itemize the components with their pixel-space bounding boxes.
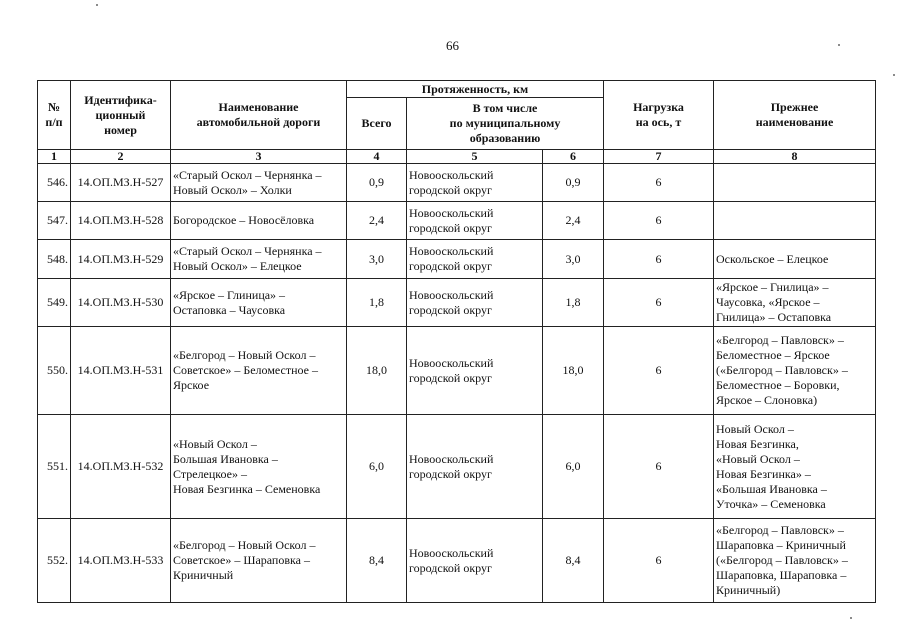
municipality: Новооскольский городской округ <box>407 164 543 202</box>
header-total: Всего <box>347 98 407 150</box>
municipality: Новооскольский городской округ <box>407 240 543 279</box>
header-num: № п/п <box>38 81 71 150</box>
road-name: «Белгород – Новый Оскол – Советское» – Беломестное – Ярское <box>171 327 347 415</box>
axle-load: 6 <box>604 327 714 415</box>
column-number: 8 <box>714 150 876 164</box>
row-number: 552. <box>38 519 71 603</box>
road-id: 14.ОП.МЗ.Н-530 <box>71 279 171 327</box>
total-length: 6,0 <box>347 415 407 519</box>
municipality: Новооскольский городской округ <box>407 279 543 327</box>
table-row <box>38 240 876 279</box>
header-former: Прежнее наименование <box>714 81 876 150</box>
table-row <box>38 415 876 519</box>
row-number: 550. <box>38 327 71 415</box>
axle-load: 6 <box>604 202 714 240</box>
former-name <box>714 164 876 202</box>
municipal-length: 3,0 <box>543 240 604 279</box>
municipal-length: 2,4 <box>543 202 604 240</box>
former-name <box>714 202 876 240</box>
scan-speck <box>838 44 840 46</box>
road-id: 14.ОП.МЗ.Н-532 <box>71 415 171 519</box>
row-number: 548. <box>38 240 71 279</box>
axle-load: 6 <box>604 279 714 327</box>
column-number: 1 <box>38 150 71 164</box>
header-id: Идентифика- ционный номер <box>71 81 171 150</box>
former-name: «Белгород – Павловск» – Беломестное – Ярское («Белгород – Павловск» – Беломестное – Боровки, Ярское – Слоновка) <box>714 327 876 415</box>
table-row <box>38 327 876 415</box>
former-name: Новый Оскол – Новая Безгинка, «Новый Оскол – Новая Безгинка» – «Большая Ивановка – Уточка» – Семеновка <box>714 415 876 519</box>
scan-speck <box>96 4 98 6</box>
table-row <box>38 519 876 603</box>
road-name: «Старый Оскол – Чернянка – Новый Оскол» – Елецкое <box>171 240 347 279</box>
municipal-length: 18,0 <box>543 327 604 415</box>
column-number: 7 <box>604 150 714 164</box>
table-body <box>38 164 876 603</box>
former-name: Оскольское – Елецкое <box>714 240 876 279</box>
municipal-length: 1,8 <box>543 279 604 327</box>
table-row <box>38 164 876 202</box>
road-name: «Старый Оскол – Чернянка – Новый Оскол» – Холки <box>171 164 347 202</box>
total-length: 1,8 <box>347 279 407 327</box>
road-id: 14.ОП.МЗ.Н-531 <box>71 327 171 415</box>
table-row <box>38 202 876 240</box>
row-number: 547. <box>38 202 71 240</box>
municipal-length: 8,4 <box>543 519 604 603</box>
header-length: Протяженность, км <box>347 81 604 98</box>
axle-load: 6 <box>604 240 714 279</box>
roads-table <box>37 80 876 603</box>
total-length: 0,9 <box>347 164 407 202</box>
road-id: 14.ОП.МЗ.Н-527 <box>71 164 171 202</box>
header-axle: Нагрузка на ось, т <box>604 81 714 150</box>
municipality: Новооскольский городской округ <box>407 415 543 519</box>
row-number: 551. <box>38 415 71 519</box>
total-length: 8,4 <box>347 519 407 603</box>
municipality: Новооскольский городской округ <box>407 202 543 240</box>
former-name: «Белгород – Павловск» – Шараповка – Криничный («Белгород – Павловск» – Шараповка, Шараповка – Криничный) <box>714 519 876 603</box>
municipality: Новооскольский городской округ <box>407 519 543 603</box>
header-name: Наименование автомобильной дороги <box>171 81 347 150</box>
municipality: Новооскольский городской округ <box>407 327 543 415</box>
scan-speck <box>893 74 895 76</box>
table-row <box>38 279 876 327</box>
total-length: 18,0 <box>347 327 407 415</box>
road-id: 14.ОП.МЗ.Н-528 <box>71 202 171 240</box>
column-number: 6 <box>543 150 604 164</box>
row-number: 546. <box>38 164 71 202</box>
header-municipal: В том числе по муниципальному образованию <box>407 98 604 150</box>
column-number: 5 <box>407 150 543 164</box>
axle-load: 6 <box>604 519 714 603</box>
total-length: 3,0 <box>347 240 407 279</box>
road-name: «Новый Оскол – Большая Ивановка – Стрелецкое» – Новая Безгинка – Семеновка <box>171 415 347 519</box>
former-name: «Ярское – Гнилица» – Чаусовка, «Ярское – Гнилица» – Остаповка <box>714 279 876 327</box>
column-number: 2 <box>71 150 171 164</box>
municipal-length: 0,9 <box>543 164 604 202</box>
column-numbers-row <box>38 150 876 164</box>
road-id: 14.ОП.МЗ.Н-533 <box>71 519 171 603</box>
scan-speck <box>850 617 852 619</box>
column-number: 4 <box>347 150 407 164</box>
total-length: 2,4 <box>347 202 407 240</box>
municipal-length: 6,0 <box>543 415 604 519</box>
axle-load: 6 <box>604 164 714 202</box>
road-name: «Ярское – Глиница» – Остаповка – Чаусовка <box>171 279 347 327</box>
road-name: Богородское – Новосёловка <box>171 202 347 240</box>
road-name: «Белгород – Новый Оскол – Советское» – Шараповка – Криничный <box>171 519 347 603</box>
road-id: 14.ОП.МЗ.Н-529 <box>71 240 171 279</box>
column-number: 3 <box>171 150 347 164</box>
axle-load: 6 <box>604 415 714 519</box>
row-number: 549. <box>38 279 71 327</box>
table-header <box>38 81 876 164</box>
page-number: 66 <box>446 38 459 53</box>
